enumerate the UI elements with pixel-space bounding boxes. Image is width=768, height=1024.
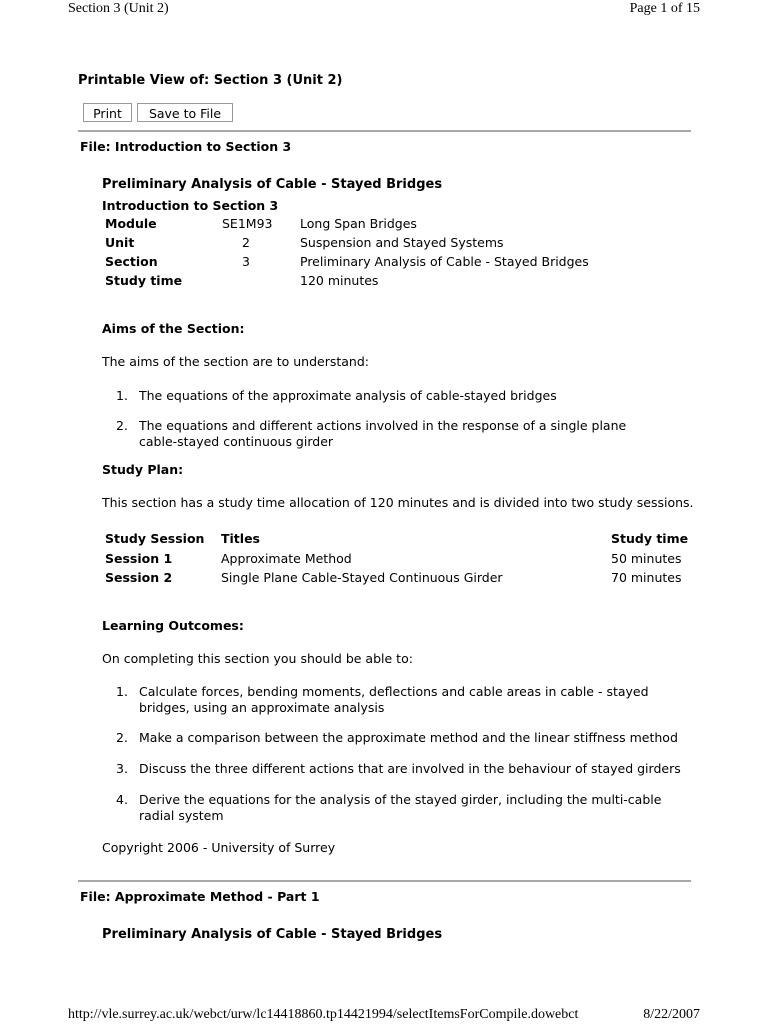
aims-intro: The aims of the section are to understand: [102, 354, 369, 369]
document-title: Preliminary Analysis of Cable - Stayed Bridges [102, 177, 443, 192]
list-number: 4. [116, 792, 128, 807]
aims-item: The equations of the approximate analysis of cable-stayed bridges [139, 388, 557, 403]
print-footer-date: 8/22/2007 [643, 1007, 700, 1022]
info-label: Unit [105, 235, 135, 250]
session-title: Single Plane Cable-Stayed Continuous Girder [221, 570, 503, 585]
info-label: Module [105, 216, 157, 231]
info-value: 120 minutes [300, 273, 379, 288]
print-button[interactable]: Print [83, 103, 132, 122]
learning-outcomes-heading: Learning Outcomes: [102, 618, 244, 633]
sessions-header-time: Study time [611, 531, 689, 546]
study-plan-text: This section has a study time allocation of 120 minutes and is divided into two study sessions. [102, 495, 694, 510]
list-number: 1. [116, 684, 128, 699]
info-value: Suspension and Stayed Systems [300, 235, 504, 250]
session-time: 70 minutes [611, 570, 682, 585]
divider [78, 880, 691, 882]
outcome-item: Derive the equations for the analysis of the stayed girder, including the multi-cable radial system [139, 792, 662, 823]
save-to-file-button[interactable]: Save to File [137, 103, 233, 122]
sessions-header-session: Study Session [105, 531, 205, 546]
outcome-item: Make a comparison between the approximate method and the linear stiffness method [139, 730, 678, 745]
session-time: 50 minutes [611, 551, 682, 566]
list-number: 2. [116, 730, 128, 745]
outcome-item: Calculate forces, bending moments, deflections and cable areas in cable - stayed bridges, using an approximate analysis [139, 684, 649, 715]
info-code: 2 [242, 235, 250, 250]
info-label: Study time [105, 273, 183, 288]
list-number: 2. [116, 418, 128, 433]
document-title: Preliminary Analysis of Cable - Stayed Bridges [102, 927, 443, 942]
sessions-header-titles: Titles [221, 531, 260, 546]
outcome-item: Discuss the three different actions that are involved in the behaviour of stayed girders [139, 761, 681, 776]
learning-outcomes-intro: On completing this section you should be able to: [102, 651, 413, 666]
file-heading-approximate-method: File: Approximate Method - Part 1 [80, 889, 320, 904]
list-number: 3. [116, 761, 128, 776]
info-code: 3 [242, 254, 250, 269]
list-number: 1. [116, 388, 128, 403]
copyright: Copyright 2006 - University of Surrey [102, 840, 336, 855]
info-value: Preliminary Analysis of Cable - Stayed Bridges [300, 254, 589, 269]
file-heading-intro: File: Introduction to Section 3 [80, 139, 292, 154]
print-header-title: Section 3 (Unit 2) [68, 1, 169, 16]
intro-heading: Introduction to Section 3 [102, 198, 279, 213]
page-title: Printable View of: Section 3 (Unit 2) [78, 73, 343, 88]
aims-heading: Aims of the Section: [102, 321, 245, 336]
divider [78, 130, 691, 132]
print-footer-url: http://vle.surrey.ac.uk/webct/urw/lc14418860.tp14421994/selectItemsForCompile.dowebct [68, 1007, 579, 1022]
aims-item: The equations and different actions involved in the response of a single plane cable-stayed continuous girder [139, 418, 627, 449]
study-plan-heading: Study Plan: [102, 462, 184, 477]
session-title: Approximate Method [221, 551, 352, 566]
info-code: SE1M93 [222, 216, 273, 231]
info-label: Section [105, 254, 158, 269]
session-name: Session 1 [105, 551, 173, 566]
print-header-page: Page 1 of 15 [629, 1, 700, 16]
session-name: Session 2 [105, 570, 173, 585]
info-value: Long Span Bridges [300, 216, 417, 231]
